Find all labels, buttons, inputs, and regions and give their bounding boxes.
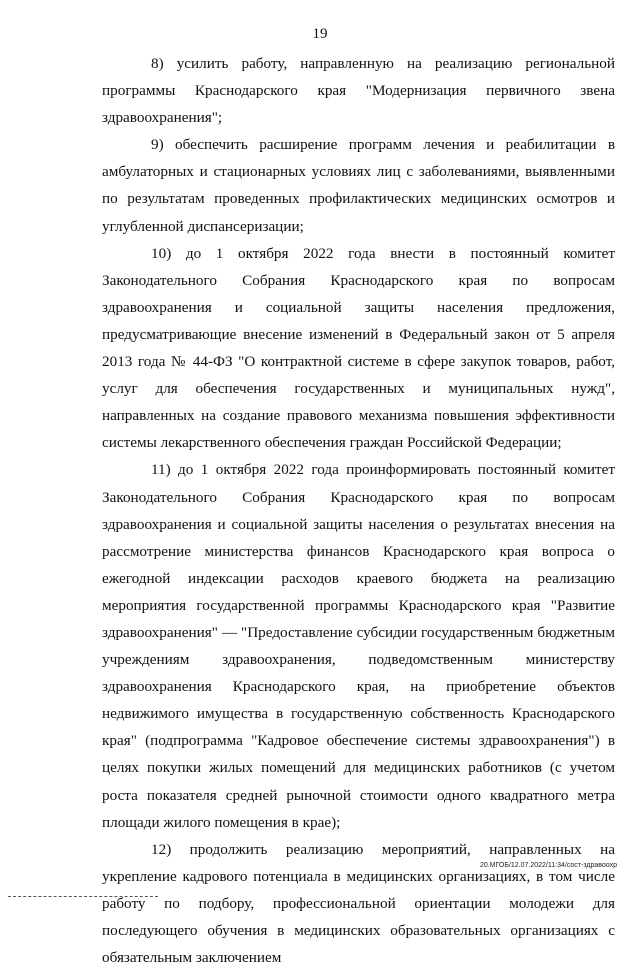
page-number: 19 [312,26,328,42]
paragraph-item-11: 11) до 1 октября 2022 года проинформировать постоянный комитет Законодательного Собрания Краснодарского края по вопросам здравоохранения и социальной защиты населения о результатах внесения на рассмотрение министерства финансов Краснодарского края вопроса о ежегодной индексации расходов краевого бюджета на реализацию мероприятия государственной программы Краснодарского края "Развитие здравоохранения" — "Предоставление субсидии государственным бюджетным учреждениям здравоохранения, подведомственным министерству здравоохранения Краснодарского края, на приобретение объектов недвижимого имущества в государственную собственность Краснодарского края" (подпрограмма "Кадровое обеспечение системы здравоохранения") в целях покупки жилых помещений для медицинских работников (с учетом роста показателя средней рыночной стоимости одного квадратного метра площади жилого помещения в крае); [102,461,615,831]
scan-edge-line [8,896,158,897]
paragraph-item-9: 9) обеспечить расширение программ лечения и реабилитации в амбулаторных и стационарных условиях лиц с заболеваниями, выявленными по результатам проведенных профилактических медицинских осмотров и углубленной диспансеризации; [102,136,615,235]
paragraph-item-12: 12) продолжить реализацию мероприятий, направленных на укрепление кадрового потенциала в медицинских организациях, в том числе работу по подбору, профессиональной ориентации молодежи для последующего обучения в медицинских образовательных организациях с обязательным заключением [102,840,615,967]
footer-document-code: 20.МГОБ/12.07.2022/11:34/сост-здравоохр [479,862,617,869]
paragraph-item-8: 8) усилить работу, направленную на реализацию региональной программы Краснодарского края "Модернизация первичного звена здравоохранения"; [102,55,615,127]
paragraph-item-10: 10) до 1 октября 2022 года внести в постоянный комитет Законодательного Собрания Краснодарского края по вопросам здравоохранения и социальной защиты населения предложения, предусматривающие внесение изменений в Федеральный закон от 5 апреля 2013 года № 44-ФЗ "О контрактной системе в сфере закупок товаров, работ, услуг для обеспечения государственных и муниципальных нужд", направленных на создание правового механизма повышения эффективности системы лекарственного обеспечения граждан Российской Федерации; [102,244,615,452]
document-body [102,50,615,971]
